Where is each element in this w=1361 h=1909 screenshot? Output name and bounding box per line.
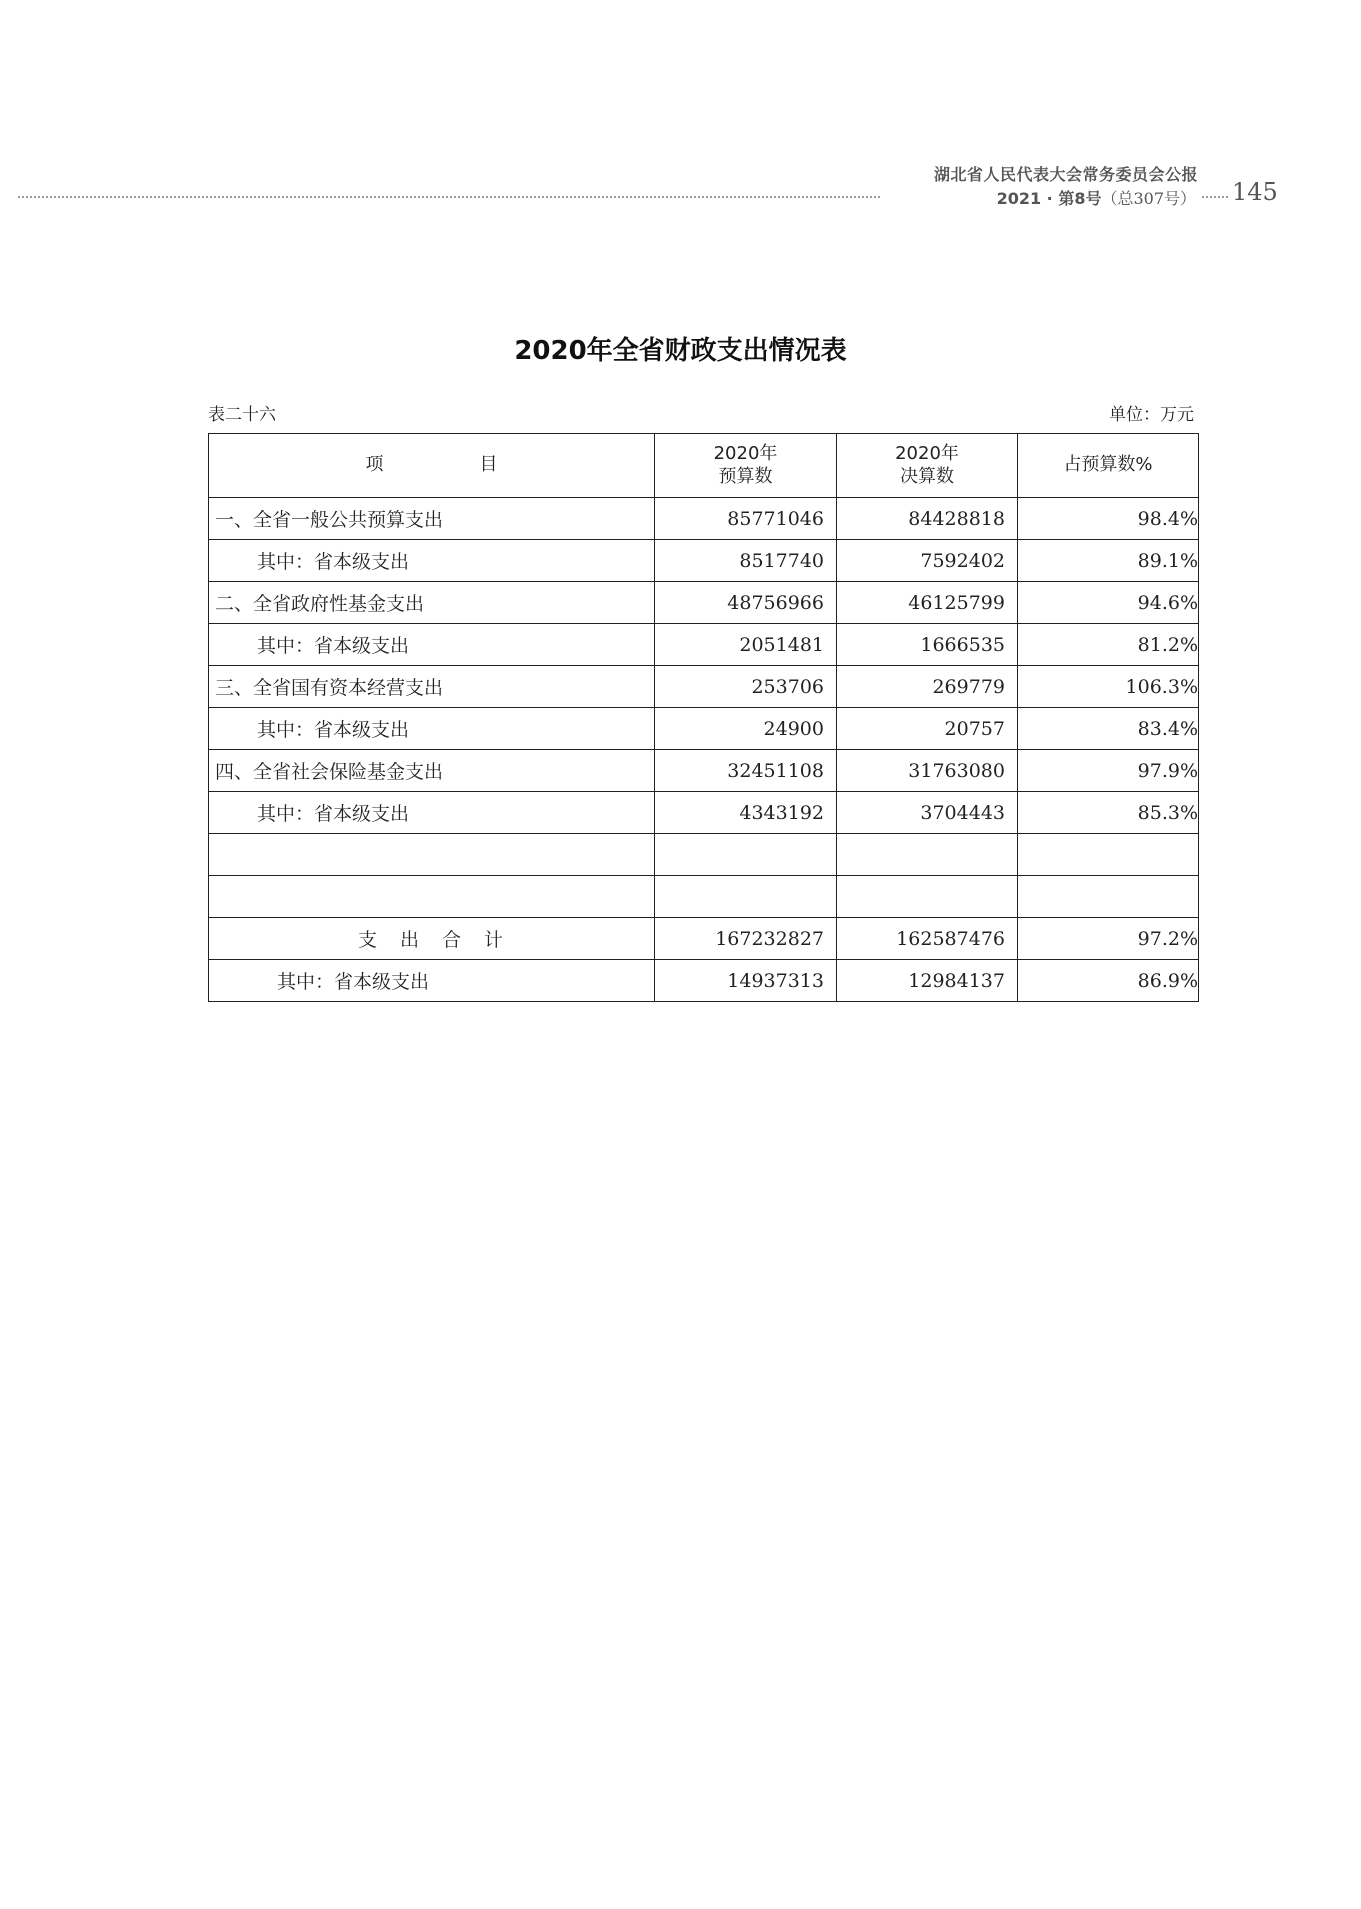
table-row — [209, 792, 1199, 834]
table-header-row — [209, 434, 1199, 498]
row-budget: 8517740 — [655, 540, 837, 582]
issue-info — [880, 186, 1202, 209]
row-pct: 106.3% — [1018, 666, 1199, 708]
row-pct: 89.1% — [1018, 540, 1199, 582]
row-pct: 85.3% — [1018, 792, 1199, 834]
row-item: 一、全省一般公共预算支出 — [209, 498, 655, 540]
row-budget: 24900 — [655, 708, 837, 750]
total-budget: 167232827 — [655, 918, 837, 960]
total-row — [209, 918, 1199, 960]
row-budget: 85771046 — [655, 498, 837, 540]
publication-name: 湖北省人民代表大会常务委员会公报 — [933, 165, 1198, 184]
empty-cell — [209, 834, 655, 876]
row-item: 其中：省本级支出 — [209, 708, 655, 750]
empty-cell — [837, 834, 1018, 876]
row-item: 其中：省本级支出 — [209, 624, 655, 666]
row-pct: 81.2% — [1018, 624, 1199, 666]
col-header-item: 项 目 — [209, 434, 655, 498]
total-pct: 97.2% — [1018, 918, 1199, 960]
row-final: 7592402 — [837, 540, 1018, 582]
row-item: 其中：省本级支出 — [209, 792, 655, 834]
empty-cell — [837, 876, 1018, 918]
empty-cell — [655, 834, 837, 876]
total-label: 支 出 合 计 — [209, 918, 655, 960]
total-sub-budget: 14937313 — [655, 960, 837, 1002]
table-row — [209, 582, 1199, 624]
row-pct: 94.6% — [1018, 582, 1199, 624]
row-budget: 48756966 — [655, 582, 837, 624]
table-row — [209, 708, 1199, 750]
row-pct: 97.9% — [1018, 750, 1199, 792]
row-budget: 4343192 — [655, 792, 837, 834]
empty-cell — [655, 876, 837, 918]
row-final: 1666535 — [837, 624, 1018, 666]
row-budget: 2051481 — [655, 624, 837, 666]
issue-number: 2021 · 第8号 — [996, 189, 1102, 208]
row-item: 四、全省社会保险基金支出 — [209, 750, 655, 792]
total-sub-row — [209, 960, 1199, 1002]
empty-cell — [209, 876, 655, 918]
table-id: 表二十六 — [208, 405, 276, 425]
row-final: 31763080 — [837, 750, 1018, 792]
col-header-final: 2020年 决算数 — [837, 434, 1018, 498]
row-final: 269779 — [837, 666, 1018, 708]
empty-row — [209, 834, 1199, 876]
table-row — [209, 540, 1199, 582]
table-row — [209, 624, 1199, 666]
row-item: 其中：省本级支出 — [209, 540, 655, 582]
row-pct: 83.4% — [1018, 708, 1199, 750]
empty-row — [209, 876, 1199, 918]
row-budget: 253706 — [655, 666, 837, 708]
col-header-pct: 占预算数% — [1018, 434, 1199, 498]
unit-label: 单位：万元 — [1109, 405, 1194, 425]
row-final: 46125799 — [837, 582, 1018, 624]
issue-total: （总307号） — [1101, 189, 1196, 208]
table-row — [209, 666, 1199, 708]
total-sub-item: 其中：省本级支出 — [209, 960, 655, 1002]
row-final: 3704443 — [837, 792, 1018, 834]
table-row — [209, 498, 1199, 540]
empty-cell — [1018, 834, 1199, 876]
total-final: 162587476 — [837, 918, 1018, 960]
expenditure-table — [208, 433, 1199, 1002]
row-pct: 98.4% — [1018, 498, 1199, 540]
table-row — [209, 750, 1199, 792]
row-final: 20757 — [837, 708, 1018, 750]
total-sub-final: 12984137 — [837, 960, 1018, 1002]
row-item: 三、全省国有资本经营支出 — [209, 666, 655, 708]
col-header-budget: 2020年 预算数 — [655, 434, 837, 498]
row-item: 二、全省政府性基金支出 — [209, 582, 655, 624]
row-budget: 32451108 — [655, 750, 837, 792]
row-final: 84428818 — [837, 498, 1018, 540]
document-title: 2020年全省财政支出情况表 — [514, 336, 847, 366]
page-number: 145 — [1228, 178, 1282, 206]
empty-cell — [1018, 876, 1199, 918]
total-sub-pct: 86.9% — [1018, 960, 1199, 1002]
